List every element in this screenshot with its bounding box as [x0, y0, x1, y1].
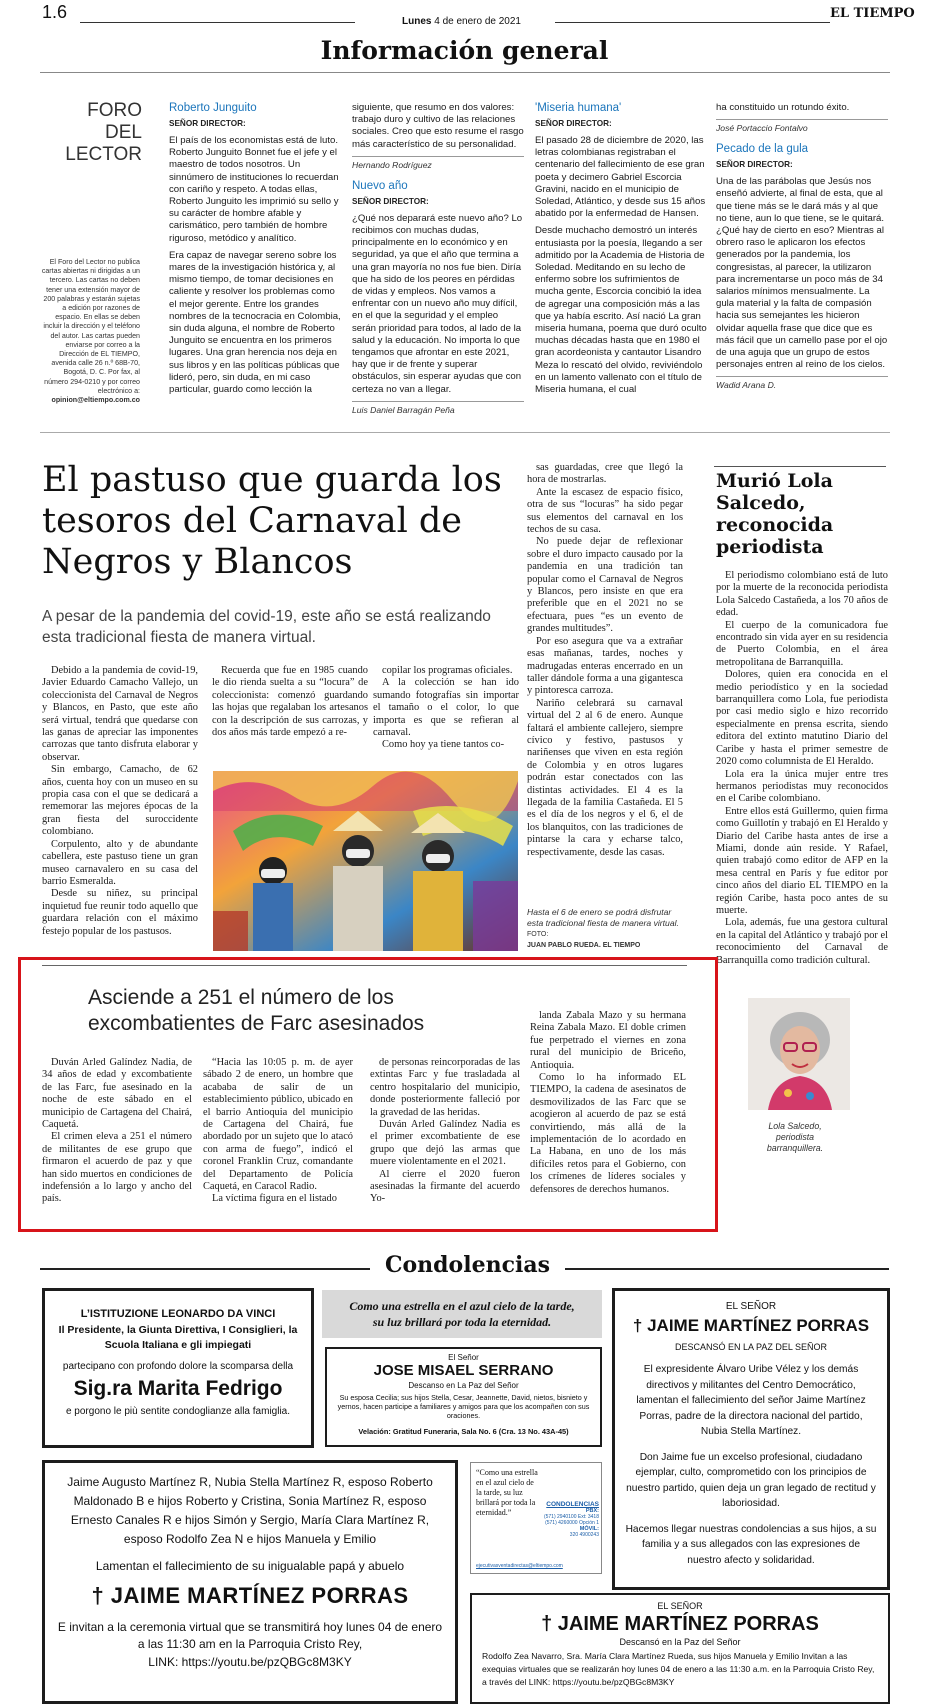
quote-banner-text: Como una estrella en el azul cielo de la tarde, su luz brillará por toda la eternidad.	[349, 1299, 575, 1329]
condolencias-rule-left	[40, 1268, 370, 1270]
letter-title: Nuevo año	[352, 179, 408, 192]
article-paragraph: Sin embargo, Camacho, de 62 años, cuenta hoy con un museo en su propia casa con el que se dedicará a rememorar las mejores épocas de la gran fiesta del suroccidente colombiano.	[42, 764, 198, 838]
farc-paragraph: de personas reincorporadas de las extintas Farc y fue trasladada al centro hospitalario del municipio, donde posteriormente falleció por la gravedad de las heridas.	[370, 1057, 520, 1118]
farc-paragraph: La víctima figura en el listado	[212, 1193, 337, 1205]
letter-paragraph: Era capaz de navegar sereno sobre los mares de la investigación histórica y, al mismo tiempo, de tomar decisiones en caliente y resolver los problemas como el mejor gerente. Entre los grandes nombres de la tecnocracia en Colombia, sin duda alguna, el nombre de Roberto Junguito se encuentra en los primeros lugares. Una gran herencia nos deja en sus libros y en las políticas públicas que lideró, pero, sin duda, en mi caso particular, guardo como lección la	[169, 249, 341, 396]
photo-caption	[527, 907, 687, 951]
porras1-p2: Don Jaime fue un excelso profesional, ciudadano ejemplar, culto, comprometido con los principios de nuestro partido, quien deja un gran legado de rectitud y laboriosidad.	[626, 1451, 876, 1509]
letter-title: Roberto Junguito	[169, 102, 257, 114]
letter-paragraph: Desde muchacho demostró un interés entusiasta por la poesía, llegando a ser admitido por la Academia de Historia de Soledad. Meditando en su lecho de enfermo sobre los sufrimientos de mucha gente, Escorcia concibió la idea de agregar una composición más a las que ya había escrito. Así nació La gran miseria humana, poema que duró oculto muchas décadas hasta que en 1980 el gran acordeonista y cantautor Lisandro Meza lo rescató del olvido, reviviéndolo en un lamento vallenato con el título de Miseria humana, el cual	[535, 225, 707, 396]
article-paragraph: Por eso asegura que va a extrañar esas mañanas, tardes, noches y madrugadas enteras encerrado en un taller dándole forma a una gigantesca y pintoresca carroza.	[527, 635, 683, 697]
leonardo-line4: e porgono le più sentite condoglianze alla famiglia.	[65, 1406, 291, 1417]
section-rule	[40, 72, 890, 73]
family-link[interactable]: LINK: https://youtu.be/pzQBGc8M3KY	[148, 1655, 352, 1669]
farc-paragraph: El crimen eleva a 251 el número de militantes de ese grupo que firmaron el acuerdo de paz y que han sido muertos en condiciones de indefensión a lo largo y ancho del país.	[42, 1131, 192, 1205]
page-number: 1.6	[42, 2, 68, 22]
farc-paragraph: landa Zabala Mazo y su hermana Reina Zabala Mazo. El doble crimen fue perpetrado el viernes en zona rural del municipio de Briceño, Antioquia.	[530, 1010, 686, 1071]
header-date-rest: 4 de enero de 2021	[434, 16, 521, 27]
letter-title: Pecado de la gula	[716, 143, 809, 156]
lola-photo	[748, 998, 850, 1110]
header-date	[402, 16, 521, 27]
header-rule-right	[555, 22, 830, 23]
family-name: † JAIME MARTÍNEZ PORRAS	[91, 1583, 409, 1608]
letter-signature: Wadid Arana D.	[716, 376, 888, 390]
ad-mobile: 320 4900243	[569, 1532, 599, 1538]
porras2-label: EL SEÑOR	[657, 1601, 703, 1611]
pastuso-col-4	[527, 462, 683, 859]
lola-paragraph: Lola, además, fue una gestora cultural en la capital del Atlántico y trabajó por el reconocimiento del Carnaval de Barranquilla como tradición cultural.	[716, 917, 888, 966]
ad-phones: (571) 2940100 Ext: 3418 (571) 4260000 Opción 1	[543, 1514, 599, 1526]
foro-sidebar	[40, 258, 140, 405]
ad-pbx: PBX:	[585, 1508, 599, 1514]
quote-banner	[322, 1290, 602, 1338]
leonardo-line2: Il Presidente, la Giunta Direttiva, I Consiglieri, la Scuola Italiana e gli impiegati	[58, 1324, 298, 1351]
serrano-rest: Descanso en La Paz del Señor	[408, 1381, 519, 1390]
obit-leonardo	[42, 1288, 314, 1448]
letter-signature: Hernando Rodríguez	[352, 156, 524, 170]
foro-sidebar-email: opinion@eltiempo.com.co	[51, 396, 140, 405]
condolencias-ad	[470, 1462, 602, 1574]
foro-bottom-rule	[40, 432, 890, 433]
family-invite: E invitan a la ceremonia virtual que se transmitirá hoy lunes 04 de enero a las 11:30 am en la Parroquia Cristo Rey,	[57, 1620, 443, 1651]
lola-paragraph: El periodismo colombiano está de luto por la muerte de la reconocida periodista Lola Salcedo Castañeda, a los 70 años de edad.	[716, 570, 888, 619]
condolencias-title: Condolencias	[385, 1252, 550, 1278]
lola-paragraph: Entre ellos está Guillermo, quien firma como Guillotín y trabajó en El Heraldo y Diario del Caribe hasta antes de irse a Miami, donde aún reside. Y Rafael, quien trabajó como editor de AFP en la mesa central en París y fue editor por cinco años del diario EL TIEMPO en la región Caribe, hasta poco antes de su muerte.	[716, 805, 888, 916]
lola-body	[716, 570, 888, 967]
lola-portrait	[748, 998, 850, 1110]
letter-paragraph: siguiente, que resumo en dos valores: trabajo duro y cultivo de las relaciones sociales. Creo que esto resume el rasgo más característico de su personalidad.	[352, 102, 524, 150]
letter-salutation: SEÑOR DIRECTOR:	[535, 119, 612, 128]
condolencias-rule-right	[565, 1268, 889, 1270]
carnival-photo-illustration	[213, 771, 518, 951]
letter-salutation: SEÑOR DIRECTOR:	[352, 196, 429, 206]
serrano-label: El Señor	[448, 1353, 479, 1362]
leonardo-line3: partecipano con profondo dolore la scomparsa della	[62, 1361, 294, 1372]
pastuso-headline: El pastuso que guarda los tesoros del Carnaval de Negros y Blancos	[42, 460, 502, 582]
farc-col-3	[370, 1057, 520, 1206]
porras1-label: EL SEÑOR	[725, 1301, 777, 1312]
porras1-name: † JAIME MARTÍNEZ PORRAS	[632, 1316, 870, 1335]
ad-quote: “Como una estrella en el azul cielo de la tarde, su luz brillará por toda la eternidad.”	[476, 1468, 538, 1517]
family-lament: Lamentan el fallecimiento de su inigualable papá y abuelo	[95, 1559, 405, 1573]
farc-top-rule	[42, 965, 687, 966]
foro-col-1	[169, 102, 341, 401]
letter-salutation: SEÑOR DIRECTOR:	[716, 160, 793, 170]
leonardo-line1: L’ISTITUZIONE LEONARDO DA VINCI	[80, 1308, 276, 1320]
foro-col-2	[352, 102, 524, 415]
farc-paragraph: Al cierre el 2020 fueron asesinadas la firmante del acuerdo Yo-	[370, 1168, 520, 1205]
lola-caption: Lola Salcedo, periodista barranquillera.	[766, 1121, 824, 1153]
article-paragraph: A la colección se han ido sumando fotografías sin importar el tamaño o el color, lo que importa es que se refieran al carnaval.	[373, 677, 519, 739]
obit-porras-1	[612, 1288, 890, 1590]
letter-paragraph: ¿Qué nos deparará este nuevo año? Lo recibimos con muchas dudas, principalmente en lo económico y en seguridad, ya que el año que termina a una gran mayoría no nos fue bien. Diría que ha sido de los peores en pérdidas de vidas y empleos. Nos vamos a enfrentar con un nuevo año muy difícil, en el que la seguridad y el empleo serán prioridad para todos, al lado de la salud y la educación. No importa lo que tengamos que afrontar en este 2021, hay que ir de frente y superar obstáculos, sin esperar ayudas que con certeza no van a llegar.	[352, 212, 523, 395]
farc-paragraph: “Hacia las 10:05 p. m. de ayer sábado 2 de enero, un hombre que acababa de salir de un establecimiento público, ubicado en el barrio Antioquia del municipio de Cartagena del Chairá, fue abordado por un sujeto que lo atacó con arma de fuego”, indicó el coronel Franklin Cruz, comandante del Departamento de Policía Caquetá, en Caracol Radio.	[203, 1057, 353, 1193]
porras2-rest: Descansó en la Paz del Señor	[619, 1637, 741, 1647]
farc-paragraph: Duván Arled Galíndez Nadia, de 34 años de edad y excombatiente de las Farc, fue asesinado en la noche de este sábado en el municipio de Cartagena del Chairá, Caquetá.	[42, 1057, 192, 1131]
lola-top-rule	[714, 466, 886, 467]
obit-family	[42, 1460, 458, 1704]
article-paragraph: No puede dejar de reflexionar sobre el duro impacto causado por la pandemia en una tradición tan popular como el Carnaval de Negros y Blancos, pero insiste en que era preferible que en el 2021 no se efectuara, pues “es un evento de grandes multitudes”.	[527, 536, 683, 635]
porras2-name: † JAIME MARTÍNEZ PORRAS	[541, 1613, 819, 1635]
family-names: Jaime Augusto Martínez R, Nubia Stella Martínez R, esposo Roberto Maldonado B e hijos Roberto y Cristina, Sonia Martínez R, esposo Ernesto Canales R e hijos Simón y Sergio, María Clara Martínez R, esposo Rodolfo Zea N e hijos Manuela y Emilio	[67, 1475, 433, 1546]
article-paragraph: Debido a la pandemia de covid-19, Javier Eduardo Camacho Vallejo, un coleccionista del Carnaval de Negros y Blancos, en Pasto, que este año será virtual, tendrá que quedarse con las ganas de apreciar las imponentes carrozas que tanto disfruta elaborar y observar.	[42, 665, 198, 763]
letter-paragraph: Una de las parábolas que Jesús nos enseñó advierte, al final de esta, que al que tiene más se le dará más y al que no tiene, aun lo que tiene, se le quitará. ¿Qué hay de cierto en eso? Mientras al obrero raso le aplicaron los efectos generados por la pandemia, los congresistas, al parecer, la utilizaron para incrementarse un poco más de 34 salarios mínimos mensualmente. La gula material y la falta de compasión hacia sus semejantes les hicieron olvidar aquella frase que dice que es más fácil que un camello pase por el ojo de una aguja que un grupo de estos personajes entren al reino de los cielos.	[716, 176, 888, 371]
pastuso-col-1	[42, 665, 198, 938]
photo-credit: JUAN PABLO RUEDA. EL TIEMPO	[527, 941, 641, 949]
serrano-name: JOSE MISAEL SERRANO	[373, 1362, 554, 1379]
foro-col-3	[535, 102, 707, 401]
letter-paragraph: El pasado 28 de diciembre de 2020, las letras colombianas registraban el centenario del fallecimiento de ese gran poeta y decimero Gabriel Escorcia Gravini, nacido en el municipio de Soledad, Atlántico, y desde sus 15 años abatido por la enfermedad de Hansen.	[535, 135, 706, 220]
serrano-footer: Velación: Gratitud Funeraria, Sala No. 6 (Cra. 13 No. 43A-45)	[358, 1427, 569, 1436]
pastuso-col-2	[212, 665, 368, 739]
farc-headline: Asciende a 251 el número de los excombatientes de Farc asesinados	[88, 986, 425, 1035]
photo-caption-text: Hasta el 6 de enero se podrá disfrutar esta tradicional fiesta de manera virtual.	[527, 907, 679, 928]
foro-heading: FORO DEL LECTOR	[65, 100, 142, 165]
article-paragraph: Como hoy ya tiene tantos co-	[382, 739, 505, 751]
article-paragraph: copilar los programas oficiales.	[382, 665, 513, 676]
farc-paragraph: Duván Arled Galíndez Nadia es el primer excombatiente de ese grupo que dejó las armas que muere violentamente en el 2021.	[370, 1119, 520, 1168]
lola-paragraph: Lola era la única mujer entre tres hermanos periodistas muy reconocidos en el Caribe colombiano.	[716, 768, 888, 805]
obit-porras-2	[470, 1593, 890, 1704]
farc-col-1	[42, 1057, 192, 1206]
photo-caption-label: FOTO:	[527, 931, 549, 938]
article-paragraph: Recuerda que fue en 1985 cuando le dio rienda suelta a su “locura” de coleccionista: comenzó guardando las hojas que regalaban los artesanos con la descripción de sus carrozas, y dos años más tarde empezó a re-	[212, 665, 368, 739]
lola-paragraph: El cuerpo de la comunicadora fue encontrado sin vida ayer en su residencia de Puerto Colombia, en el área metropolitana de Barranquilla.	[716, 619, 888, 668]
ad-contact	[533, 1501, 599, 1538]
letter-signature: Luis Daniel Barragán Peña	[352, 401, 524, 415]
article-paragraph: sas guardadas, cree que llegó la hora de mostrarlas.	[527, 462, 683, 486]
foro-sidebar-text: El Foro del Lector no publica cartas abiertas ni dirigidas a un tercero. Las cartas no deben tener una extensión mayor de 200 palabras y estarán sujetas a edición por razones de espacio. En ellas se deben incluir la dirección y el teléfono del autor. Las cartas pueden enviarse por correo a la Dirección de EL TIEMPO, avenida calle 26 n.º 68B-70, Bogotá, D. C. Por fax, al número 294-0210 y por correo electrónico a:	[41, 258, 140, 395]
lola-paragraph: Dolores, quien era conocida en el medio periodístico y en la sociedad barranquillera como Lola, fue periodista por casi medio siglo e hizo recorrido especialmente en prensa escrita, siendo editora del extinto matutino Diario del Caribe y hasta el primer semestre de 2020 como columnista de El Heraldo.	[716, 669, 888, 768]
foro-col-4	[716, 102, 888, 390]
farc-paragraph: Como lo ha informado EL TIEMPO, la cadena de asesinatos de desmovilizados de las Farc que se acogieron al acuerdo de paz se está convirtiendo, más allá de la implementación de lo acordado en La Habana, en uno de los más difíciles retos para el Gobierno, con los crímenes de líderes sociales y defensores de derechos humanos.	[530, 1072, 686, 1195]
obit-serrano	[325, 1347, 602, 1447]
ad-web[interactable]: ejecutivasventadirectas@eltiempo.com	[476, 1563, 563, 1569]
article-paragraph: Ante la escasez de espacio físico, otra de sus “locuras” ha sido pegar sus elementos del carnaval en los techos de su casa.	[527, 486, 683, 536]
article-paragraph: Desde su niñez, su principal inquietud fue reunir todo aquello que guardara relación con el máximo festejo popular de los pastusos.	[42, 888, 198, 937]
letter-paragraph: ha constituido un rotundo éxito.	[716, 102, 850, 113]
porras2-body: Rodolfo Zea Navarro, Sra. María Clara Martínez Rueda, sus hijos Manuela y Emilio Invitan a las exequias virtuales que se realizarán hoy lunes 04 de enero a las 11:30 a.m. en la Parroquia Cristo Rey, a través del LINK: https://youtu.be/pzQBGc8M3KY	[482, 1651, 875, 1687]
pastuso-col-3	[373, 665, 519, 752]
header-rule-left	[80, 22, 355, 23]
leonardo-name: Sig.ra Marita Fedrigo	[73, 1377, 283, 1400]
serrano-body: Su esposa Cecilia; sus hijos Stella, Cesar, Jeannette, David, nietos, bisnieto y yernos, hacen participe a familiares y amigos para que los acompañen con sus oraciones.	[337, 1393, 590, 1420]
header-logo: EL TIEMPO	[830, 6, 915, 21]
carnival-photo	[213, 771, 518, 951]
letter-paragraph: El país de los economistas está de luto. Roberto Junguito Bonnet fue el jefe y el maestro de todos nosotros. Un sinnúmero de instituciones lo recuerdan con cariño y respeto. A todas ellas, Roberto Junguito les imprimió su sello y su carácter de hombre afable y carismático, pero también de hombre riguroso, metódico y analítico.	[169, 135, 339, 244]
ad-movil: MÓVIL:	[579, 1526, 599, 1532]
porras1-rest: DESCANSÓ EN LA PAZ DEL SEÑOR	[674, 1342, 828, 1352]
farc-col-2	[203, 1057, 353, 1206]
letter-salutation: SEÑOR DIRECTOR:	[169, 119, 246, 128]
article-paragraph: Nariño celebrará su carnaval virtual del 2 al 6 de enero. Aunque faltará el ambiente callejero, siempre cívico y festivo, pastusos y nariñenses que viven en esta región de Colombia y en otros lugares podrán estar conectados con las distintas actividades. El 4 es la llegada de la familia Castañeda. El 5 es el día de los negros y el 6, el de los blanquitos, con las tradiciones de pintarse la cara y echarse talco, respectivamente, desde las casas.	[527, 697, 683, 858]
porras1-p1: El expresidente Álvaro Uribe Vélez y los demás directivos y militantes del Centro Democrático, lamentan el fallecimiento del señor Jaime Martínez Porras, padre de la directora nacional del partido, Nubia Stella Martínez.	[636, 1364, 866, 1437]
letter-title: 'Miseria humana'	[535, 102, 622, 114]
farc-col-4	[530, 1010, 686, 1196]
header-date-day: Lunes	[402, 16, 432, 27]
section-title: Información general	[320, 36, 609, 65]
porras1-p3: Hacemos llegar nuestras condolencias a sus hijos, a su familia y a sus allegados con las expresiones de nuestro afecto y solidaridad.	[625, 1523, 877, 1566]
letter-signature: José Portaccio Fontalvo	[716, 119, 888, 133]
pastuso-deck: A pesar de la pandemia del covid-19, este año se está realizando esta tradicional fiesta de manera virtual.	[42, 608, 491, 646]
lola-headline: Murió Lola Salcedo, reconocida periodista	[716, 470, 834, 558]
article-paragraph: Corpulento, alto y de abundante cabellera, este pastuso tiene un gran museo carnavalero en su casa del barrio Esmeralda.	[42, 838, 198, 887]
ad-label: CONDOLENCIAS	[546, 1501, 599, 1508]
